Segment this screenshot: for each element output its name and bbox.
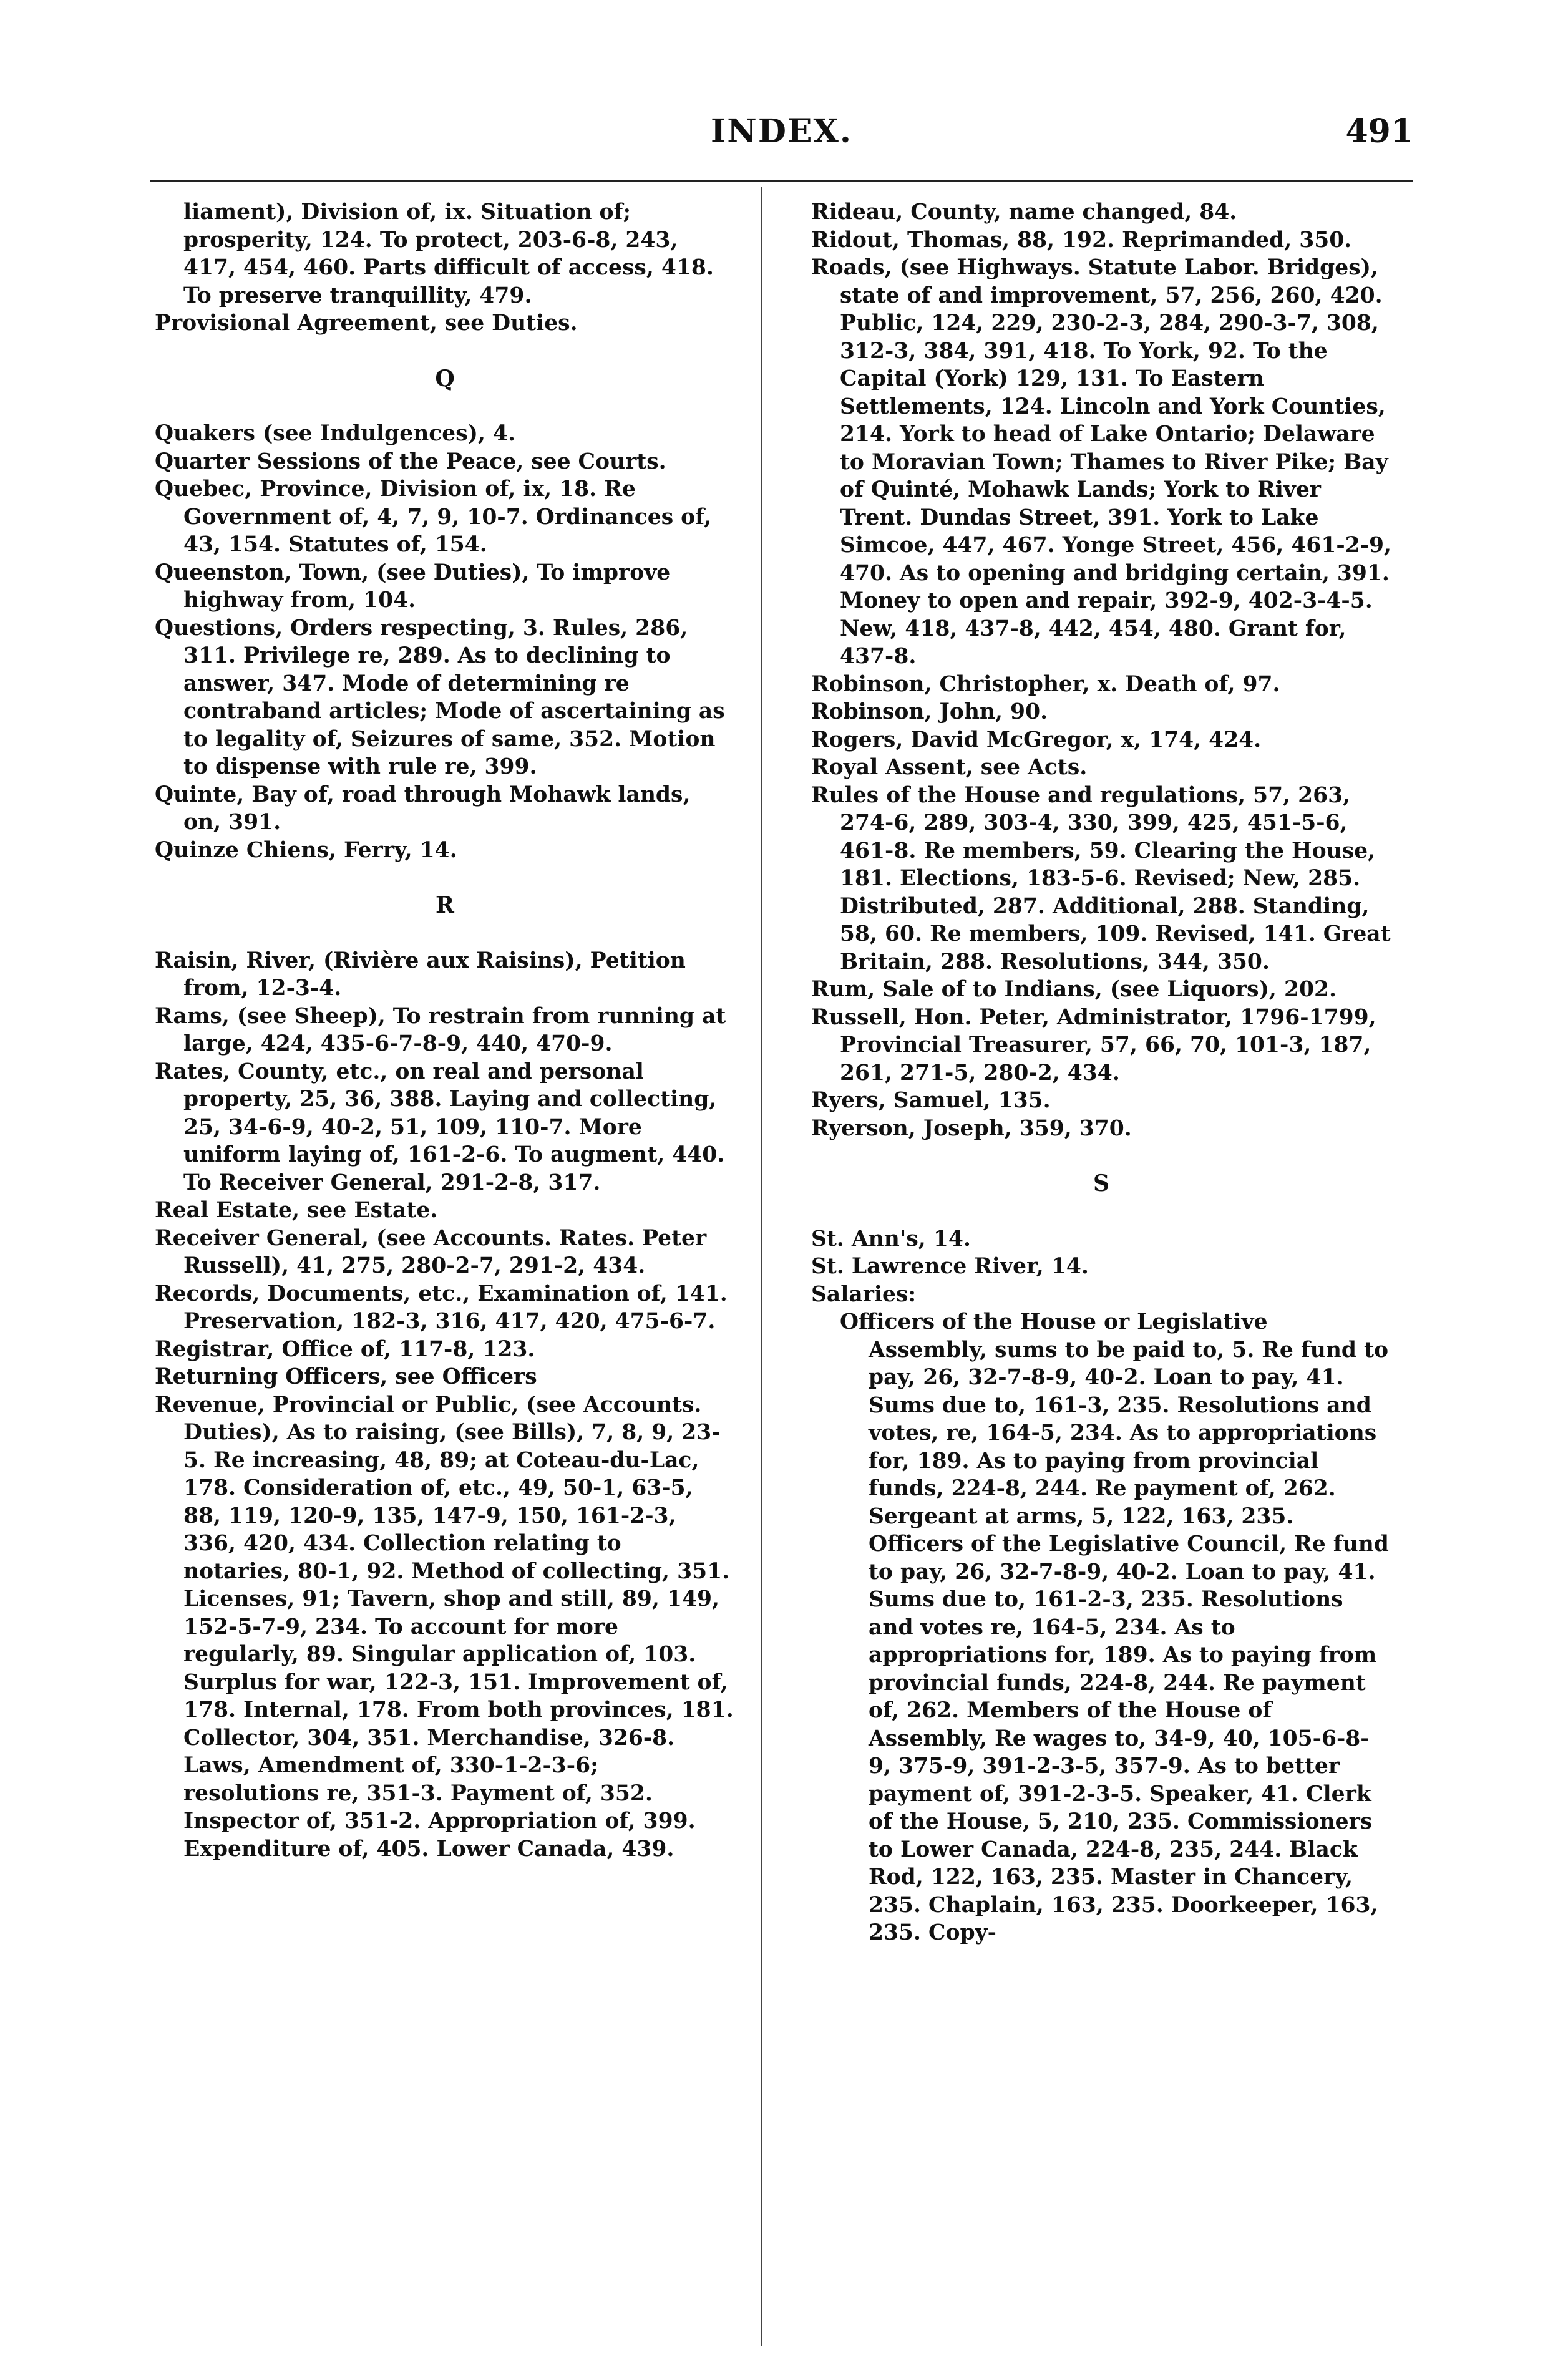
index-entry: Records, Documents, etc., Examination of, 141. Preservation, 182-3, 316, 417, 420, 475-6-7. (155, 1281, 728, 1334)
index-entry: Receiver General, (see Accounts. Rates. Peter Russell), 41, 275, 280-2-7, 291-2, 434. (155, 1225, 707, 1278)
header-rule (150, 180, 1413, 182)
index-entry: Robinson, Christopher, x. Death of, 97. (811, 671, 1280, 697)
index-entry: Raisin, River, (Rivière aux Raisins), Petition from, 12-3-4. (155, 948, 686, 1001)
index-entry: Quinze Chiens, Ferry, 14. (155, 837, 457, 863)
index-subentry: Officers of the House or Legislative Assembly, sums to be paid to, 5. Re fund to pay, 26, 32-7-8-9, 40-2. Loan to pay, 41. Sums due to, 161-3, 235. Resolutions and votes, re, 164-5, 234. As to appropriations for, 189. As to paying from provincial funds, 224-8, 244. Re payment of, 262. Sergeant at arms, 5, 122, 163, 235. Officers of the Legislative Council, Re fund to pay, 26, 32-7-8-9, 40-2. Loan to pay, 41. Sums due to, 161-2-3, 235. Resolutions and votes re, 164-5, 234. As to appropriations for, 189. As to paying from provincial funds, 224-8, 244. Re payment of, 262. Members of the House of Assembly, Re wages to, 34-9, 40, 105-6-8-9, 375-9, 391-2-3-5, 357-9. As to better payment of, 391-2-3-5. Speaker, 41. Clerk of the House, 5, 210, 235. Commissioners to Lower Canada, 224-8, 235, 244. Black Rod, 122, 163, 235. Master in Chancery, 235. Chaplain, 163, 235. Doorkeeper, 163, 235. Copy- (840, 1309, 1389, 1945)
index-entry: Registrar, Office of, 117-8, 123. (155, 1336, 535, 1362)
section-letter-s: S (1093, 1170, 1109, 1197)
index-entry: Rum, Sale of to Indians, (see Liquors), 202. (811, 977, 1337, 1002)
left-column (155, 198, 735, 1863)
section-letter-q: Q (435, 365, 455, 392)
index-entry: Provisional Agreement, see Duties. (155, 311, 578, 336)
index-entry: Returning Officers, see Officers (155, 1364, 537, 1389)
index-entry: Quarter Sessions of the Peace, see Courts. (155, 449, 666, 474)
index-entry: liament), Division of, ix. Situation of; prosperity, 124. To protect, 203-6-8, 243, 417, 454, 460. Parts difficult of access, 418. To preserve tranquillity, 479. (183, 200, 714, 308)
index-entry: Queenston, Town, (see Duties), To improve highway from, 104. (155, 560, 671, 613)
index-entry: Real Estate, see Estate. (155, 1198, 438, 1223)
index-entry: Royal Assent, see Acts. (811, 755, 1088, 780)
index-entry: St. Ann's, 14. (811, 1226, 971, 1251)
index-entry: Quakers (see Indulgences), 4. (155, 421, 516, 446)
page-header (150, 112, 1413, 156)
index-entry: Quebec, Province, Division of, ix, 18. Re Government of, 4, 7, 9, 10-7. Ordinances of, 43, 154. Statutes of, 154. (155, 477, 712, 557)
page-number: 491 (1345, 112, 1413, 150)
index-entry: Rideau, County, name changed, 84. (811, 200, 1237, 225)
index-entry: Revenue, Provincial or Public, (see Accounts. Duties), As to raising, (see Bills), 7, 8, 9, 23-5. Re increasing, 48, 89; at Coteau-du-Lac, 178. Consideration of, etc., 49, 50-1, 63-5, 88, 119, 120-9, 135, 147-9, 150, 161-2-3, 336, 420, 434. Collection relating to notaries, 80-1, 92. Method of collecting, 351. Licenses, 91; Tavern, shop and still, 89, 149, 152-5-7-9, 234. To account for more regularly, 89. Singular application of, 103. Surplus for war, 122-3, 151. Improvement of, 178. Internal, 178. From both provinces, 181. Collector, 304, 351. Merchandise, 326-8. Laws, Amendment of, 330-1-2-3-6; resolutions re, 351-3. Payment of, 352. Inspector of, 351-2. Appropriation of, 399. Expenditure of, 405. Lower Canada, 439. (155, 1392, 734, 1862)
index-entry: Salaries: (811, 1281, 917, 1307)
index-entry: Rogers, David McGregor, x, 174, 424. (811, 727, 1262, 752)
index-entry: Rams, (see Sheep), To restrain from running at large, 424, 435-6-7-8-9, 440, 470-9. (155, 1003, 726, 1056)
running-head: INDEX. (710, 112, 853, 150)
index-entry: Rules of the House and regulations, 57, 263, 274-6, 289, 303-4, 330, 399, 425, 451-5-6, 461-8. Re members, 59. Clearing the House, 181. Elections, 183-5-6. Revised; New, 285. Distributed, 287. Additional, 288. Standing, 58, 60. Re members, 109. Revised, 141. Great Britain, 288. Resolutions, 344, 350. (811, 782, 1391, 974)
index-entry: Ridout, Thomas, 88, 192. Reprimanded, 350. (811, 227, 1352, 253)
index-entry: Roads, (see Highways. Statute Labor. Bridges), state of and improvement, 57, 256, 260, 420. Public, 124, 229, 230-2-3, 284, 290-3-7, 308, 312-3, 384, 391, 418. To York, 92. To the Capital (York) 129, 131. To Eastern Settlements, 124. Lincoln and York Counties, 214. York to head of Lake Ontario; Delaware to Moravian Town; Thames to River Pike; Bay of Quinté, Mohawk Lands; York to River Trent. Dundas Street, 391. York to Lake Simcoe, 447, 467. Yonge Street, 456, 461-2-9, 470. As to opening and bridging certain, 391. Money to open and repair, 392-9, 402-3-4-5. New, 418, 437-8, 442, 454, 480. Grant for, 437-8. (811, 255, 1391, 669)
index-entry: Russell, Hon. Peter, Administrator, 1796-1799, Provincial Treasurer, 57, 66, 70, 101-3, 187, 261, 271-5, 280-2, 434. (811, 1004, 1376, 1086)
column-divider (761, 187, 762, 2346)
index-entry: Quinte, Bay of, road through Mohawk lands, on, 391. (155, 782, 691, 835)
section-letter-r: R (436, 892, 454, 918)
index-entry: Ryerson, Joseph, 359, 370. (811, 1115, 1132, 1141)
index-entry: Rates, County, etc., on real and personal property, 25, 36, 388. Laying and collecting, 25, 34-6-9, 40-2, 51, 109, 110-7. More uniform laying of, 161-2-6. To augment, 440. To Receiver General, 291-2-8, 317. (155, 1059, 725, 1195)
index-entry: Questions, Orders respecting, 3. Rules, 286, 311. Privilege re, 289. As to declining to answer, 347. Mode of determining re contraband articles; Mode of ascertaining as to legality of, Seizures of same, 352. Motion to dispense with rule re, 399. (155, 615, 725, 779)
right-column (811, 198, 1391, 1947)
index-entry: St. Lawrence River, 14. (811, 1254, 1089, 1279)
index-entry: Ryers, Samuel, 135. (811, 1088, 1051, 1113)
index-entry: Robinson, John, 90. (811, 699, 1048, 724)
